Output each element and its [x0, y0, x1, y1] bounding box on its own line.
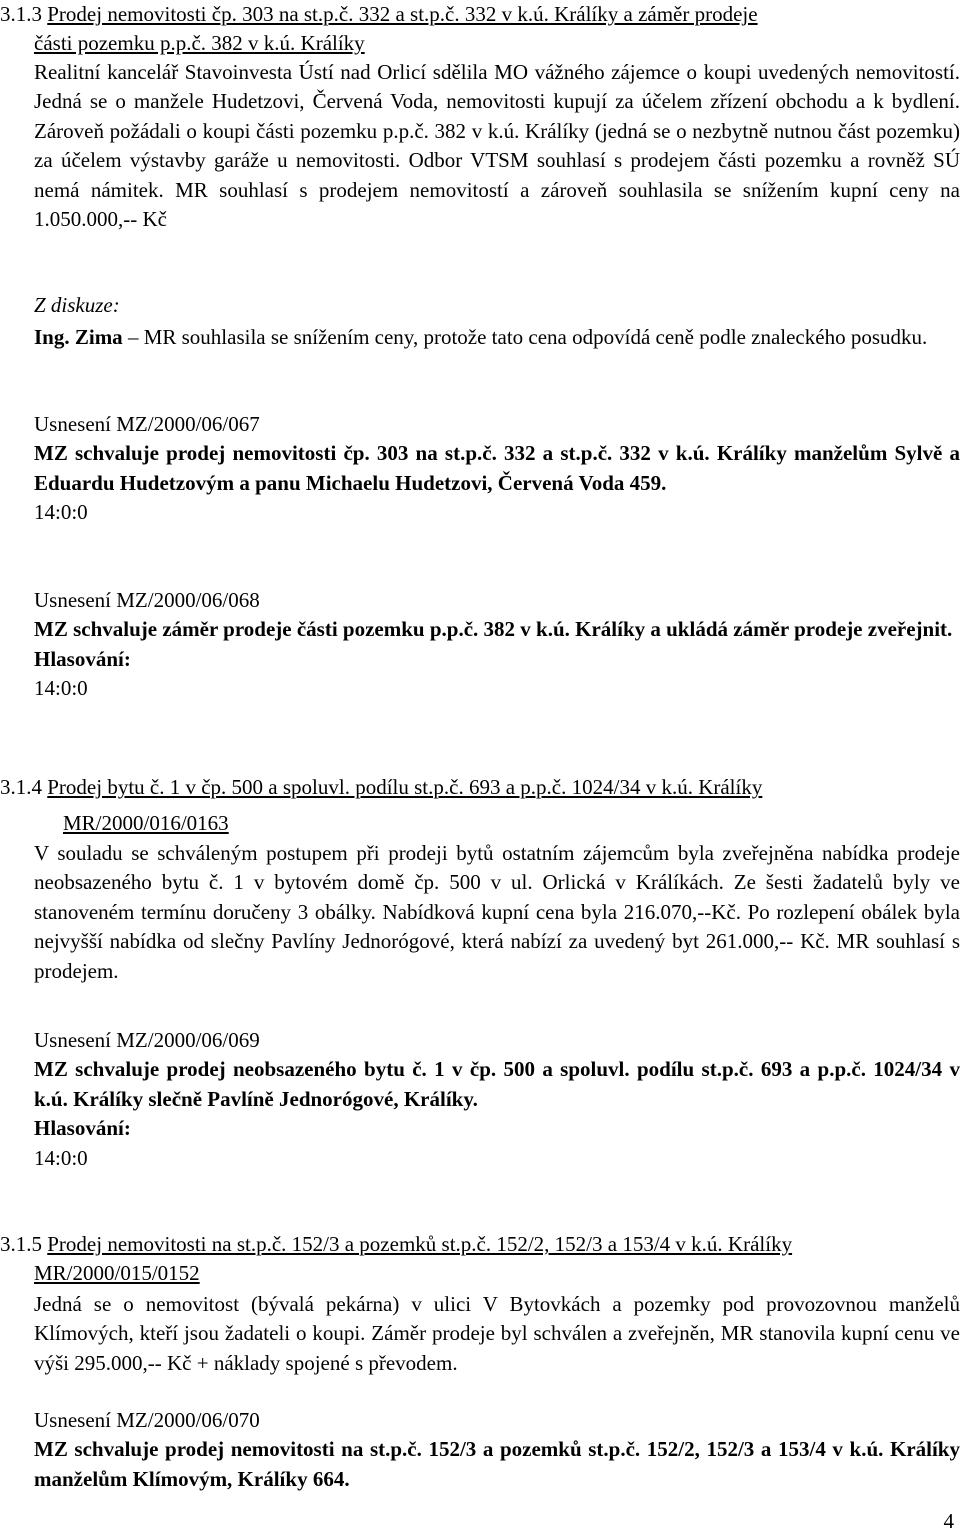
vote-label: Hlasování:: [34, 1116, 131, 1141]
resolution-067: [0, 410, 960, 528]
section-number: 3.1.5: [0, 1232, 42, 1256]
resolution-069: [0, 1026, 960, 1173]
section-body-text: Jedná se o nemovitost (bývalá pekárna) v ulici V Bytovkách a pozemky pod provozovnou manželů Klímových, kteří jsou žadateli o koupi. Záměr prodeje byl schválen a zveřejněn, MR stanovila kupní cenu ve výši 295.000,-- Kč + náklady spojené s převodem.: [34, 1292, 960, 1375]
section-3-1-3-body: [0, 58, 960, 234]
section-3-1-4-body: [0, 839, 960, 986]
page-number: 4: [943, 1509, 954, 1533]
section-title-line-2: části pozemku p.p.č. 382 v k.ú. Králíky: [34, 31, 365, 56]
resolution-vote: 14:0:0: [34, 1145, 88, 1170]
section-title-line-1: Prodej nemovitosti čp. 303 na st.p.č. 332 a st.p.č. 332 v k.ú. Králíky a záměr prodeje: [47, 2, 758, 26]
reference-number: MR/2000/015/0152: [34, 1261, 200, 1286]
resolution-070: [0, 1406, 960, 1494]
resolution-title: Usnesení MZ/2000/06/068: [34, 588, 260, 612]
section-title: Prodej nemovitosti na st.p.č. 152/3 a pozemků st.p.č. 152/2, 152/3 a 153/4 v k.ú. Králíky: [47, 1232, 793, 1256]
discussion-block: [0, 291, 960, 353]
section-body-text: V souladu se schváleným postupem při prodeji bytů ostatním zájemcům byla zveřejněna nabídka prodeje neobsazeného bytu č. 1 v bytovém domě čp. 500 v ul. Orlická v Králíkách. Ze šesti žadatelů byly ve stanoveném termínu doručeny 3 obálky. Nabídková kupní cena byla 216.070,--Kč. Po rozlepení obálek byla nejvyšší nabídka od slečny Pavlíny Jednorógové, která nabízí za uvedený byt 261.000,-- Kč. MR souhlasí s prodejem.: [34, 841, 960, 983]
resolution-text: MZ schvaluje prodej nemovitosti čp. 303 na st.p.č. 332 a st.p.č. 332 v k.ú. Králíky manželům Sylvě a Eduardu Hudetzovým a panu Michaelu Hudetzovi, Červená Voda 459.: [34, 441, 960, 495]
resolution-text: MZ schvaluje prodej neobsazeného bytu č. 1 v čp. 500 a spoluvl. podílu st.p.č. 693 a p.p.č. 1024/34 v k.ú. Králíky slečně Pavlíně Jednorógové, Králíky.: [34, 1057, 960, 1111]
resolution-title: Usnesení MZ/2000/06/067: [34, 412, 260, 436]
section-3-1-5-heading: [0, 1230, 960, 1289]
vote-label: Hlasování:: [34, 646, 131, 671]
resolution-068: [0, 586, 960, 704]
section-3-1-3-heading: [0, 0, 960, 59]
resolution-vote: 14:0:0: [34, 500, 88, 525]
section-3-1-4-ref: [0, 809, 960, 838]
reference-number: MR/2000/016/0163: [63, 811, 229, 835]
resolution-title: Usnesení MZ/2000/06/070: [34, 1408, 260, 1432]
resolution-text: MZ schvaluje záměr prodeje části pozemku p.p.č. 382 v k.ú. Králíky a ukládá záměr prodeje zveřejnit.: [34, 617, 953, 642]
discussion-text: – MR souhlasila se snížením ceny, protože tato cena odpovídá ceně podle znaleckého posudku.: [122, 325, 928, 350]
resolution-text: MZ schvaluje prodej nemovitosti na st.p.č. 152/3 a pozemků st.p.č. 152/2, 152/3 a 153/4 v k.ú. Králíky manželům Klímovým, Králíky 664.: [34, 1437, 960, 1491]
section-body-text: Realitní kancelář Stavoinvesta Ústí nad Orlicí sdělila MO vážného zájemce o koupi uvedených nemovitostí. Jedná se o manžele Hudetzovi, Červená Voda, nemovitosti kupují za účelem zřízení obchodu a k bydlení. Zároveň požádali o koupi části pozemku p.p.č. 382 v k.ú. Králíky (jedná se o nezbytně nutnou část pozemku) za účelem výstavby garáže u nemovitosti. Odbor VTSM souhlasí s prodejem části pozemku a rovněž SÚ nemá námitek. MR souhlasí s prodejem nemovitostí a zároveň souhlasila se snížením kupní ceny na 1.050.000,-- Kč: [34, 60, 960, 232]
section-number: 3.1.3: [0, 2, 42, 26]
section-title: Prodej bytu č. 1 v čp. 500 a spoluvl. podílu st.p.č. 693 a p.p.č. 1024/34 v k.ú. Králíky: [47, 775, 763, 799]
resolution-vote: 14:0:0: [34, 676, 88, 701]
discussion-speaker: Ing. Zima: [34, 325, 123, 350]
section-3-1-4-heading: [0, 773, 960, 802]
discussion-label: Z diskuze:: [34, 293, 120, 317]
resolution-title: Usnesení MZ/2000/06/069: [34, 1028, 260, 1052]
section-3-1-5-body: [0, 1290, 960, 1378]
section-number: 3.1.4: [0, 775, 42, 799]
